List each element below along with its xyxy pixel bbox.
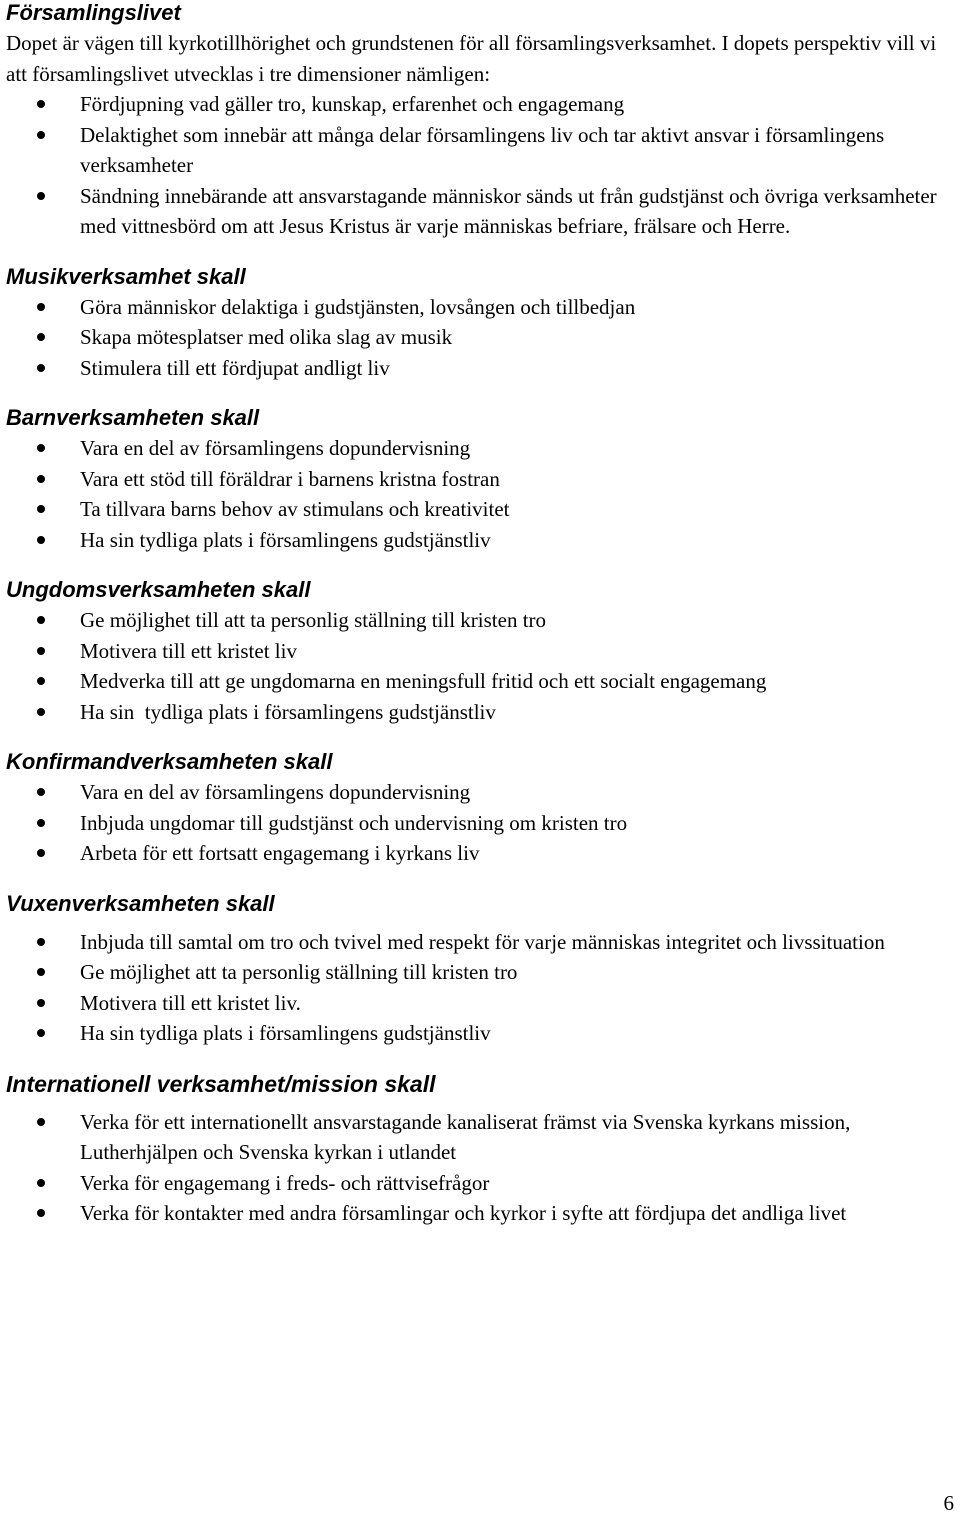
section-forsamlingslivet	[6, 0, 956, 242]
bullet-icon	[37, 968, 45, 976]
bullet-list	[6, 605, 956, 727]
section-intro: Dopet är vägen till kyrkotillhörighet och grundstenen för all församlingsverksamhet. I dopets perspektiv vill vi att församlingslivet utvecklas i tre dimensioner nämligen:	[6, 31, 937, 86]
list-item	[6, 838, 956, 869]
list-item	[6, 1018, 956, 1049]
bullet-icon	[37, 475, 45, 483]
list-item	[6, 1198, 956, 1229]
bullet-icon	[37, 364, 45, 372]
bullet-icon	[37, 677, 45, 685]
section-musikverksamhet	[6, 262, 956, 384]
bullet-icon	[37, 131, 45, 139]
list-item-text: Motivera till ett kristet liv.	[80, 990, 301, 1015]
list-item-text: Stimulera till ett fördjupat andligt liv	[80, 355, 390, 380]
list-item	[6, 1107, 956, 1168]
section-internationell-verksamhet	[6, 1069, 956, 1229]
bullet-icon	[37, 100, 45, 108]
list-item	[6, 525, 956, 556]
section-heading: Ungdomsverksamheten skall	[6, 577, 311, 602]
bullet-icon	[37, 849, 45, 857]
list-item-text: Ha sin tydliga plats i församlingens gudstjänstliv	[80, 527, 491, 552]
bullet-list	[6, 433, 956, 555]
section-heading: Barnverksamheten skall	[6, 405, 260, 430]
bullet-icon	[37, 1209, 45, 1217]
bullet-icon	[37, 1118, 45, 1126]
list-item-text: Vara ett stöd till föräldrar i barnens kristna fostran	[80, 466, 500, 491]
list-item-text: Fördjupning vad gäller tro, kunskap, erfarenhet och engagemang	[80, 92, 625, 116]
list-item-text: Inbjuda till samtal om tro och tvivel med respekt för varje människas integritet och livssituation	[80, 929, 885, 954]
bullet-list	[6, 1107, 956, 1229]
list-item	[6, 292, 956, 323]
list-item-text: Verka för ett internationellt ansvarstagande kanaliserat främst via Svenska kyrkans mission, Lutherhjälpen och Svenska kyrkan i utlandet	[80, 1109, 851, 1164]
list-item-text: Ta tillvara barns behov av stimulans och kreativitet	[80, 497, 510, 521]
list-item	[6, 605, 956, 636]
list-item	[6, 636, 956, 667]
list-item	[6, 494, 956, 525]
section-heading: Internationell verksamhet/mission skall	[6, 1070, 436, 1097]
list-item	[6, 927, 956, 958]
list-item	[6, 666, 956, 697]
list-item	[6, 957, 956, 988]
list-item-text: Verka för kontakter med andra församlingar och kyrkor i syfte att fördjupa det andliga livet	[80, 1201, 847, 1225]
bullet-icon	[37, 1029, 45, 1037]
bullet-icon	[37, 708, 45, 716]
list-item	[6, 464, 956, 495]
bullet-icon	[37, 788, 45, 796]
section-ungdomsverksamheten	[6, 575, 956, 727]
list-item	[6, 808, 956, 839]
bullet-icon	[37, 536, 45, 544]
list-item-text: Inbjuda ungdomar till gudstjänst och undervisning om kristen tro	[80, 810, 628, 835]
document-body	[6, 0, 956, 1229]
list-item	[6, 433, 956, 464]
bullet-icon	[37, 303, 45, 311]
list-item-text: Sändning innebärande att ansvarstagande människor sänds ut från gudstjänst och övriga verksamheter med vittnesbörd om att Jesus Kristus är varje människas befriare, frälsare och Herre.	[80, 183, 937, 238]
list-item-text: Motivera till ett kristet liv	[80, 638, 297, 663]
bullet-icon	[37, 647, 45, 655]
bullet-icon	[37, 999, 45, 1007]
list-item-text: Verka för engagemang i freds- och rättvisefrågor	[80, 1170, 490, 1195]
bullet-icon	[37, 938, 45, 946]
bullet-icon	[37, 444, 45, 452]
list-item-text: Vara en del av församlingens dopundervisning	[80, 436, 471, 460]
list-item-text: Ge möjlighet till att ta personlig ställning till kristen tro	[80, 608, 547, 632]
list-item	[6, 988, 956, 1019]
list-item-text: Göra människor delaktiga i gudstjänsten, lovsången och tillbedjan	[80, 294, 636, 319]
bullet-icon	[37, 505, 45, 513]
list-item	[6, 89, 956, 120]
bullet-list	[6, 927, 956, 1049]
bullet-icon	[37, 1179, 45, 1187]
list-item-text: Medverka till att ge ungdomarna en meningsfull fritid och ett socialt engagemang	[80, 669, 767, 693]
list-item	[6, 777, 956, 808]
list-item-text: Delaktighet som innebär att många delar församlingens liv och tar aktivt ansvar i församlingens verksamheter	[80, 122, 885, 177]
list-item-text: Ge möjlighet att ta personlig ställning till kristen tro	[80, 960, 518, 984]
bullet-list	[6, 292, 956, 384]
list-item	[6, 1168, 956, 1199]
list-item	[6, 353, 956, 384]
bullet-icon	[37, 192, 45, 200]
page-number: 6	[943, 1491, 954, 1515]
bullet-icon	[37, 333, 45, 341]
list-item-text: Vara en del av församlingens dopundervisning	[80, 780, 471, 804]
list-item	[6, 120, 956, 181]
section-heading: Konfirmandverksamheten skall	[6, 749, 333, 774]
section-konfirmandverksamheten	[6, 747, 956, 869]
list-item-text: Skapa mötesplatser med olika slag av musik	[80, 325, 453, 349]
list-item-text: Ha sin tydliga plats i församlingens gudstjänstliv	[80, 699, 496, 724]
list-item	[6, 181, 956, 242]
section-heading: Vuxenverksamheten skall	[6, 890, 275, 916]
list-item-text: Arbeta för ett fortsatt engagemang i kyrkans liv	[80, 841, 480, 865]
list-item-text: Ha sin tydliga plats i församlingens gudstjänstliv	[80, 1021, 491, 1045]
bullet-list	[6, 89, 956, 242]
list-item	[6, 322, 956, 353]
section-heading: Musikverksamhet skall	[6, 263, 246, 289]
bullet-icon	[37, 819, 45, 827]
section-vuxenverksamheten	[6, 889, 956, 1049]
bullet-icon	[37, 616, 45, 624]
section-heading: Församlingslivet	[6, 0, 181, 25]
bullet-list	[6, 777, 956, 869]
list-item	[6, 697, 956, 728]
section-barnverksamheten	[6, 403, 956, 555]
